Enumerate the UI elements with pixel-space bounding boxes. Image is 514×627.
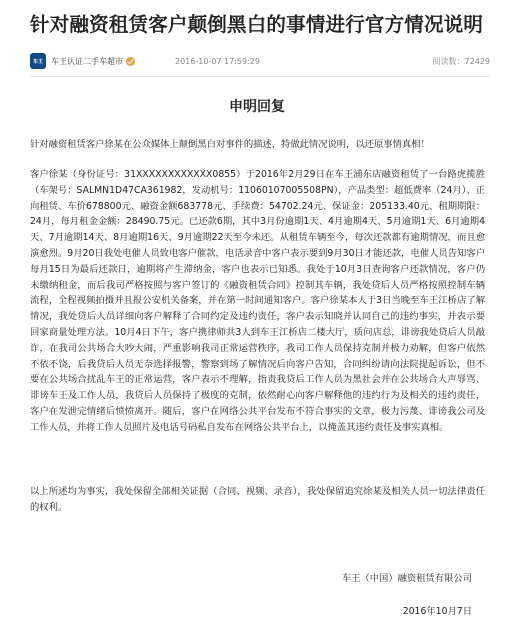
statement-intro-paragraph: 针对融资租赁客户徐某在公众媒体上颠倒黑白对事件的描述，特做此情况说明，以还原事情真相！ (30, 139, 430, 150)
author-name[interactable]: 车王认证二手车超市 (51, 56, 123, 66)
verified-badge-icon (126, 57, 135, 66)
statement-date: 2016年10月7日 (402, 606, 472, 617)
statement-heading: 申明回复 (229, 99, 285, 115)
article-meta (30, 50, 490, 72)
company-signature: 车王（中国）融资租赁有限公司 (341, 573, 472, 584)
publish-time: 2016-10-07 17:59:29 (175, 56, 260, 66)
author-logo-icon[interactable]: 车王 (30, 53, 46, 69)
article-title: 针对融资租赁客户颠倒黑白的事情进行官方情况说明 (30, 13, 484, 36)
statement-conclusion-paragraph: 以上所述均为事实，我处保留全部相关证据（合同、视频、录音），我处保留追究徐某及相关人员一切法律责任的权利。 (30, 486, 485, 513)
read-count: 阅读数：72429 (432, 56, 490, 66)
statement-details-paragraph: 客户徐某（身份证号：31XXXXXXXXXXXX0855）于2016年2月29日在车王浦东店融资租赁了一台路虎揽胜（车架号：SALMN1D47CA361982，发动机号：11060107005508PN），产品类型：超低费率（24月）、正向租赁、车价678800元、融资金额683778元、手续费：54702.24元、保证金：205133.40元、租期期限：24月，每月租金金额：28490.75元。已还款6期，其中3月份逾期1天、4月逾期4天、5月逾期1天、6月逾期4天、7月逾期14天、8月逾期16天、9月逾期22天至今未还。从租赁车辆至今，每次还款都有逾期情况，而且愈演愈烈。9月20日我处电催人员致电客户催款，电话录音中客户表示要到9月30日才能还款，电催人员告知客户每月15日为最后还款日，逾期将产生滞纳金，客户也表示已知悉。我处于10月3日查询客户还款情况，客户仍未缴纳租金，而后我司严格按照与客户签订的《融资租赁合同》控制其车辆，我处贷后人员严格按照控制车辆流程，全程视频拍摄并且报公安机关备案，并在第一时间通知客户。客户徐某本人于3日当晚至车王江桥店了解情况，我处贷后人员详细向客户解释了合同约定及违约责任，客户表示知晓并认同自己的违约事实，并表示要回家商量处理方法。10月4日下午，客户携律师共3人到车王江桥店二楼大厅，质问店总，诽谤我处贷后人员敲诈，在我司公共场合大吵大闹，严重影响我司正常运营秩序，我司工作人员保持克制并极力劝解，但客户依然不依不饶，后我贷后人员无奈选择报警，警察到场了解情况后向客户告知，合同纠纷请向法院提起诉讼，但不要在公共场合扰乱车王的正常运营，客户表示不理解，指责我贷后工作人员为黑社会并在公共场合大声辱骂、诽谤车王及工作人员，我贷后人员保持了极度的克制，依然耐心向客户解释他的违约行为及相关的违约责任，客户在发泄完情绪后愤愤离开。随后，客户在网络公共平台发布不符合事实的文章，极力污蔑、诽谤我公司及工作人员，并将工作人员照片及电话号码私自发布在网络公共平台上，以掩盖其违约责任及事实真相。 (30, 169, 485, 433)
header-divider (30, 76, 490, 77)
